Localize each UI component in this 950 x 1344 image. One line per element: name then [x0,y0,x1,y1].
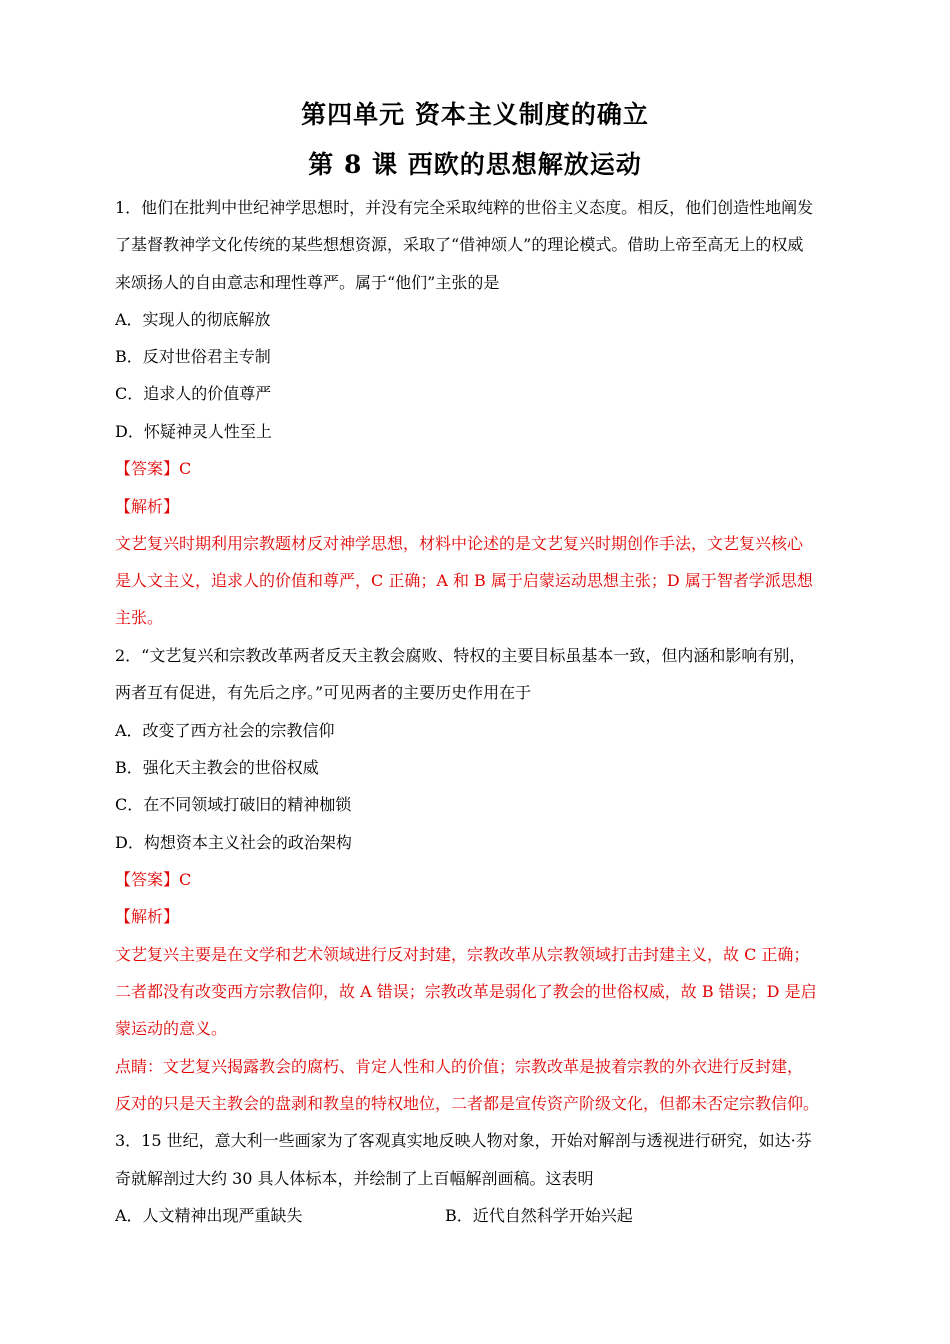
q1-analysis-line: 是人文主义，追求人的价值和尊严，C 正确；A 和 B 属于启蒙运动思想主张；D 属于智者学派思想 [115,571,813,590]
q2-option-c: C．在不同领域打破旧的精神枷锁 [115,795,352,814]
q1-stem-line: 来颂扬人的自由意志和理性尊严。属于“他们”主张的是 [115,273,500,292]
q1-analysis-label: 【解析】 [115,497,180,516]
q1-analysis-line: 主张。 [115,608,164,627]
q2-note-line: 反对的只是天主教会的盘剥和教皇的特权地位，二者都是宣传资产阶级文化，但都未否定宗教信仰。 [115,1094,820,1113]
q3-option-a: A．人文精神出现严重缺失 [115,1206,303,1225]
q1-analysis-line: 文艺复兴时期利用宗教题材反对神学思想，材料中论述的是文艺复兴时期创作手法，文艺复兴核心 [115,534,804,553]
q2-analysis-label: 【解析】 [115,907,180,926]
q2-stem-line: 2．“文艺复兴和宗教改革两者反天主教会腐败、特权的主要目标虽基本一致，但内涵和影响有别， [115,646,806,665]
q2-option-d: D．构想资本主义社会的政治架构 [115,833,352,852]
q1-answer: 【答案】C [115,459,192,478]
unit-title: 第四单元 资本主义制度的确立 [301,100,649,129]
q1-stem-line: 了基督教神学文化传统的某些想想资源，采取了“借神颂人”的理论模式。借助上帝至高无上的权威 [115,235,804,254]
q1-option-b: B．反对世俗君主专制 [115,347,271,366]
q2-option-a: A．改变了西方社会的宗教信仰 [115,721,335,740]
q3-stem-line: 奇就解剖过大约 30 具人体标本，并绘制了上百幅解剖画稿。这表明 [115,1169,594,1188]
lesson-title: 第 8 课 西欧的思想解放运动 [308,150,642,179]
q2-analysis-line: 蒙运动的意义。 [115,1019,228,1038]
q1-stem-line: 1．他们在批判中世纪神学思想时，并没有完全采取纯粹的世俗主义态度。相反，他们创造性地阐发 [115,198,814,217]
q2-note-line: 点睛：文艺复兴揭露教会的腐朽、肯定人性和人的价值；宗教改革是披着宗教的外衣进行反封建， [115,1057,804,1076]
q2-analysis-line: 二者都没有改变西方宗教信仰，故 A 错误；宗教改革是弱化了教会的世俗权威，故 B 错误；D 是启 [115,982,817,1001]
q2-answer: 【答案】C [115,870,192,889]
q2-stem-line: 两者互有促进，有先后之序。”可见两者的主要历史作用在于 [115,683,532,702]
q1-option-c: C．追求人的价值尊严 [115,384,272,403]
q2-option-b: B．强化天主教会的世俗权威 [115,758,319,777]
q1-option-d: D．怀疑神灵人性至上 [115,422,272,441]
q1-option-a: A．实现人的彻底解放 [115,310,271,329]
q2-analysis-line: 文艺复兴主要是在文学和艺术领域进行反对封建，宗教改革从宗教领域打击封建主义，故 C 正确； [115,945,810,964]
q3-stem-line: 3．15 世纪，意大利一些画家为了客观真实地反映人物对象，开始对解剖与透视进行研究，如达·芬 [115,1131,812,1150]
q3-option-b: B．近代自然科学开始兴起 [445,1206,633,1225]
